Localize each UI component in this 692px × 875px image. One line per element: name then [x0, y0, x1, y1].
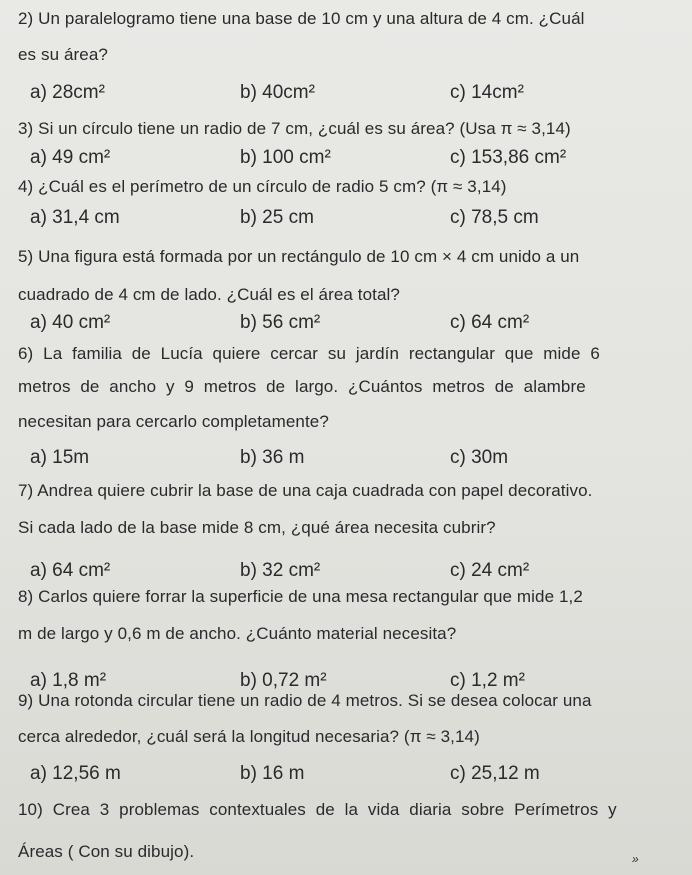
question-2-line-1: 2) Un paralelogramo tiene una base de 10 cm y una altura de 4 cm. ¿Cuál — [18, 9, 585, 28]
option-a[interactable]: a) 64 cm² — [30, 560, 111, 581]
question-8-line-1: 8) Carlos quiere forrar la superficie de una mesa rectangular que mide 1,2 — [18, 587, 583, 606]
option-c[interactable]: c) 1,2 m² — [450, 670, 525, 691]
option-a[interactable]: a) 15m — [30, 447, 90, 468]
option-b[interactable]: b) 0,72 m² — [240, 670, 327, 691]
option-c[interactable]: c) 24 cm² — [450, 560, 530, 581]
question-5-line-1: 5) Una figura está formada por un rectángulo de 10 cm × 4 cm unido a un — [18, 247, 580, 266]
question-5-line-2: cuadrado de 4 cm de lado. ¿Cuál es el área total? — [18, 285, 400, 304]
option-b[interactable]: b) 16 m — [240, 763, 305, 784]
question-7-line-2: Si cada lado de la base mide 8 cm, ¿qué área necesita cubrir? — [18, 518, 496, 537]
option-b[interactable]: b) 40cm² — [240, 82, 315, 103]
question-6-line-2: metros de ancho y 9 metros de largo. ¿Cuántos metros de alambre — [18, 377, 586, 396]
option-b[interactable]: b) 36 m — [240, 447, 305, 468]
option-a[interactable]: a) 31,4 cm — [30, 207, 120, 228]
option-c[interactable]: c) 64 cm² — [450, 312, 530, 333]
question-10-line-1: 10) Crea 3 problemas contextuales de la vida diaria sobre Perímetros y — [18, 800, 617, 819]
option-a[interactable]: a) 1,8 m² — [30, 670, 107, 691]
option-a[interactable]: a) 49 cm² — [30, 147, 111, 168]
option-b[interactable]: b) 32 cm² — [240, 560, 321, 581]
option-a[interactable]: a) 40 cm² — [30, 312, 111, 333]
option-b[interactable]: b) 25 cm — [240, 207, 314, 228]
question-9-line-2: cerca alrededor, ¿cuál será la longitud necesaria? (π ≈ 3,14) — [18, 727, 480, 746]
option-a[interactable]: a) 28cm² — [30, 82, 105, 103]
question-6-line-1: 6) La familia de Lucía quiere cercar su jardín rectangular que mide 6 — [18, 344, 600, 363]
option-c[interactable]: c) 14cm² — [450, 82, 524, 103]
option-a[interactable]: a) 12,56 m — [30, 763, 121, 784]
option-c[interactable]: c) 25,12 m — [450, 763, 540, 784]
option-b[interactable]: b) 100 cm² — [240, 147, 331, 168]
question-10-line-2: Áreas ( Con su dibujo). — [18, 842, 195, 861]
question-4-line-1: 4) ¿Cuál es el perímetro de un círculo de radio 5 cm? (π ≈ 3,14) — [18, 177, 507, 196]
question-9-line-1: 9) Una rotonda circular tiene un radio de 4 metros. Si se desea colocar una — [18, 691, 592, 710]
question-7-options — [30, 560, 670, 590]
question-7-line-1: 7) Andrea quiere cubrir la base de una caja cuadrada con papel decorativo. — [18, 481, 593, 500]
question-3-options — [30, 147, 670, 177]
pen-mark-icon: » — [632, 852, 639, 866]
question-6-options — [30, 447, 670, 477]
question-9-options — [30, 763, 670, 793]
question-5-options — [30, 312, 670, 342]
question-3-line-1: 3) Si un círculo tiene un radio de 7 cm, ¿cuál es su área? (Usa π ≈ 3,14) — [18, 119, 571, 138]
question-8-line-2: m de largo y 0,6 m de ancho. ¿Cuánto material necesita? — [18, 624, 457, 643]
question-6-line-3: necesitan para cercarlo completamente? — [18, 412, 329, 431]
option-c[interactable]: c) 78,5 cm — [450, 207, 539, 228]
option-c[interactable]: c) 30m — [450, 447, 509, 468]
option-c[interactable]: c) 153,86 cm² — [450, 147, 567, 168]
question-4-options — [30, 207, 670, 237]
question-2-line-2: es su área? — [18, 45, 108, 64]
question-2-options — [30, 82, 670, 112]
option-b[interactable]: b) 56 cm² — [240, 312, 321, 333]
